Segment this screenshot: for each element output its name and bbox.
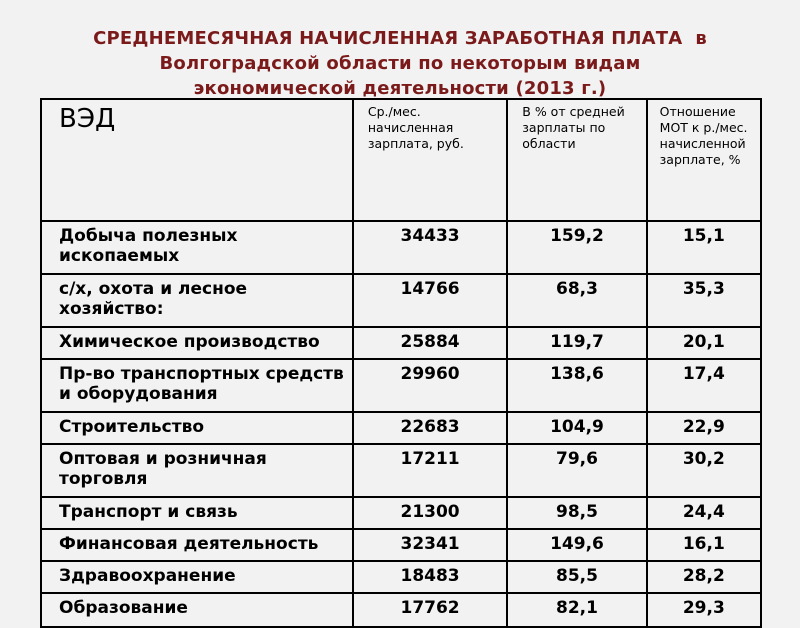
row-sector-name: Транспорт и связь	[41, 497, 353, 529]
table-row	[41, 529, 761, 561]
row-percent: 119,7	[507, 327, 646, 359]
row-sector-name: Оптовая и розничная торговля	[41, 444, 353, 497]
row-salary: 29960	[353, 359, 507, 412]
row-sector-name: Строительство	[41, 412, 353, 444]
row-percent: 68,3	[507, 274, 646, 327]
row-ratio: 29,3	[647, 593, 761, 627]
row-percent: 85,5	[507, 561, 646, 593]
row-salary: 17211	[353, 444, 507, 497]
header-percent: В % от средней зарплаты по области	[507, 99, 646, 221]
table-row	[41, 593, 761, 627]
row-sector-name: Здравоохранение	[41, 561, 353, 593]
row-salary: 22683	[353, 412, 507, 444]
row-percent: 79,6	[507, 444, 646, 497]
row-percent: 82,1	[507, 593, 646, 627]
row-percent: 159,2	[507, 221, 646, 274]
row-sector-name: Образование	[41, 593, 353, 627]
row-ratio: 15,1	[647, 221, 761, 274]
row-ratio: 28,2	[647, 561, 761, 593]
salary-table	[40, 98, 762, 628]
row-percent: 138,6	[507, 359, 646, 412]
row-sector-name: Пр-во транспортных средств и оборудования	[41, 359, 353, 412]
row-ratio: 24,4	[647, 497, 761, 529]
row-salary: 18483	[353, 561, 507, 593]
row-ratio: 22,9	[647, 412, 761, 444]
row-percent: 104,9	[507, 412, 646, 444]
row-ratio: 17,4	[647, 359, 761, 412]
table-row	[41, 359, 761, 412]
table-row	[41, 327, 761, 359]
row-sector-name: Химическое производство	[41, 327, 353, 359]
row-salary: 25884	[353, 327, 507, 359]
row-ratio: 16,1	[647, 529, 761, 561]
table-row	[41, 561, 761, 593]
title-line-3: экономической деятельности (2013 г.)	[193, 78, 607, 99]
row-ratio: 35,3	[647, 274, 761, 327]
row-salary: 34433	[353, 221, 507, 274]
page-title	[20, 26, 780, 101]
row-salary: 14766	[353, 274, 507, 327]
row-percent: 149,6	[507, 529, 646, 561]
table-header-row	[41, 99, 761, 221]
row-ratio: 20,1	[647, 327, 761, 359]
table-row	[41, 444, 761, 497]
header-salary: Ср./мес. начисленная зарплата, руб.	[353, 99, 507, 221]
title-line-2: Волгоградской области по некоторым видам	[159, 53, 641, 74]
row-percent: 98,5	[507, 497, 646, 529]
row-salary: 32341	[353, 529, 507, 561]
row-salary: 21300	[353, 497, 507, 529]
table-row	[41, 221, 761, 274]
row-salary: 17762	[353, 593, 507, 627]
table-row	[41, 497, 761, 529]
table-row	[41, 274, 761, 327]
row-ratio: 30,2	[647, 444, 761, 497]
table-row	[41, 412, 761, 444]
row-sector-name: Финансовая деятельность	[41, 529, 353, 561]
title-line-1: СРЕДНЕМЕСЯЧНАЯ НАЧИСЛЕННАЯ ЗАРАБОТНАЯ ПЛАТА в	[93, 28, 707, 49]
header-ratio: Отношение МОТ к р./мес. начисленной зарплате, %	[647, 99, 761, 221]
header-sector: ВЭД	[41, 99, 353, 221]
row-sector-name: с/х, охота и лесное хозяйство:	[41, 274, 353, 327]
row-sector-name: Добыча полезных ископаемых	[41, 221, 353, 274]
